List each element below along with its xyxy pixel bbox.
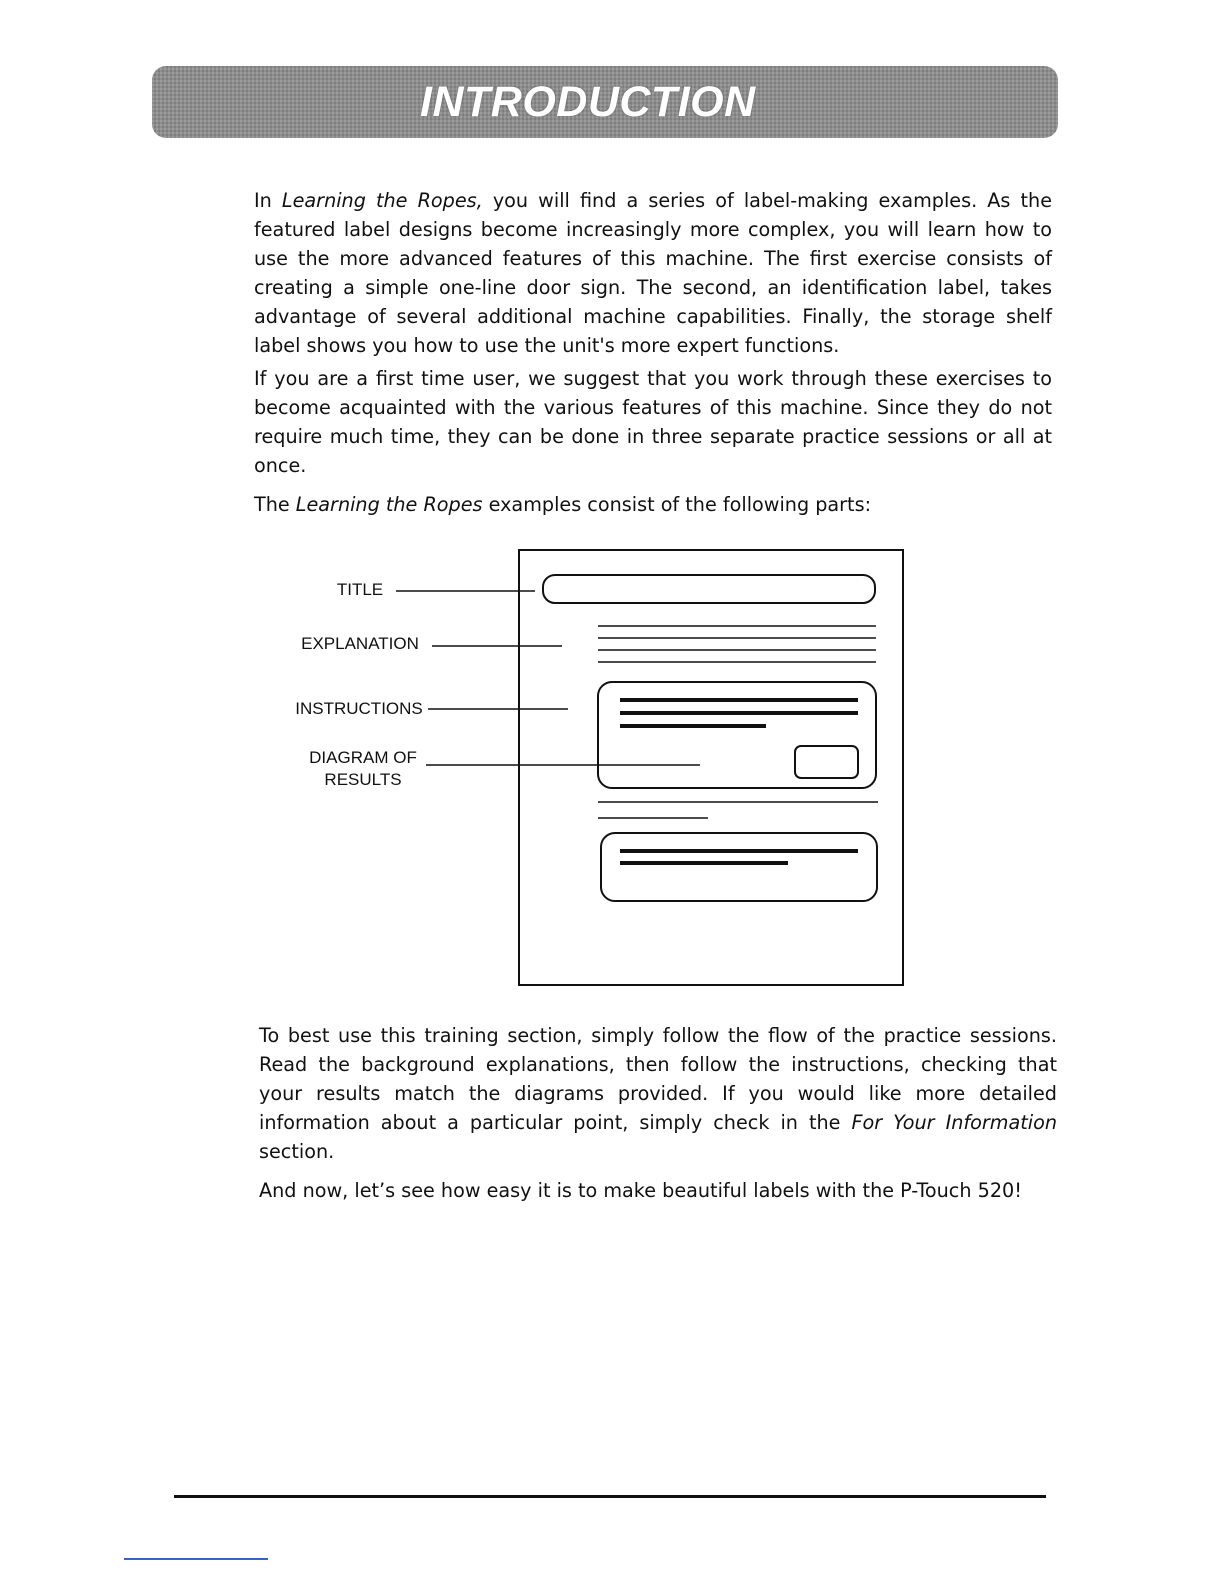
text-run: examples consist of the following parts: bbox=[482, 493, 872, 516]
footer-rule bbox=[174, 1495, 1046, 1498]
diagram-title-box bbox=[543, 575, 875, 603]
text-run: In bbox=[254, 189, 282, 212]
italic-title-run: Learning the Ropes bbox=[295, 493, 483, 516]
text-run: you will find a series of label-making examples. As the featured label designs become increasingly more complex, you will learn how to use the more advanced features of this machine. The first exercise consists of creating a simple one-line door sign. The second, an identification label, takes advantage of several additional machine capabilities. Finally, the storage shelf label shows you how to use the unit's more expert functions. bbox=[254, 189, 1052, 357]
italic-title-run: Learning the Ropes, bbox=[281, 189, 483, 212]
intro-paragraph-2: If you are a first time user, we suggest that you work through these exercises to become acquainted with the various features of this machine. Since they do not require much time, they can be done in three separate practice sessions or all at once. bbox=[254, 367, 1052, 477]
closing-paragraph: And now, let’s see how easy it is to make beautiful labels with the P-Touch 520! bbox=[259, 1179, 1022, 1202]
text-run: The bbox=[254, 493, 296, 516]
italic-title-run: For Your Information bbox=[851, 1111, 1057, 1134]
diagram-instructions-box bbox=[598, 682, 876, 788]
diagram-instructions-box-2 bbox=[601, 833, 877, 901]
text-run: section. bbox=[259, 1140, 335, 1163]
text-run: To best use this training section, simply follow the flow of the practice sessions. Read the background explanations, then follow the instructions, checking that your results match the diagrams provided. If you would like more detailed information about a particular point, simply check in the bbox=[259, 1024, 1057, 1134]
label-line: RESULTS bbox=[324, 770, 402, 789]
label-line: DIAGRAM OF bbox=[309, 748, 417, 767]
corner-mark bbox=[124, 1558, 268, 1560]
label-title: TITLE bbox=[336, 580, 384, 599]
label-explanation: EXPLANATION bbox=[301, 634, 419, 653]
usage-paragraph bbox=[259, 1021, 1057, 1166]
label-instructions: INSTRUCTIONS bbox=[295, 699, 423, 718]
diagram-result-box bbox=[795, 746, 858, 778]
label-diagram-of-results bbox=[296, 747, 430, 791]
diagram-page-frame bbox=[519, 550, 903, 985]
section-title: INTRODUCTION bbox=[420, 78, 756, 126]
